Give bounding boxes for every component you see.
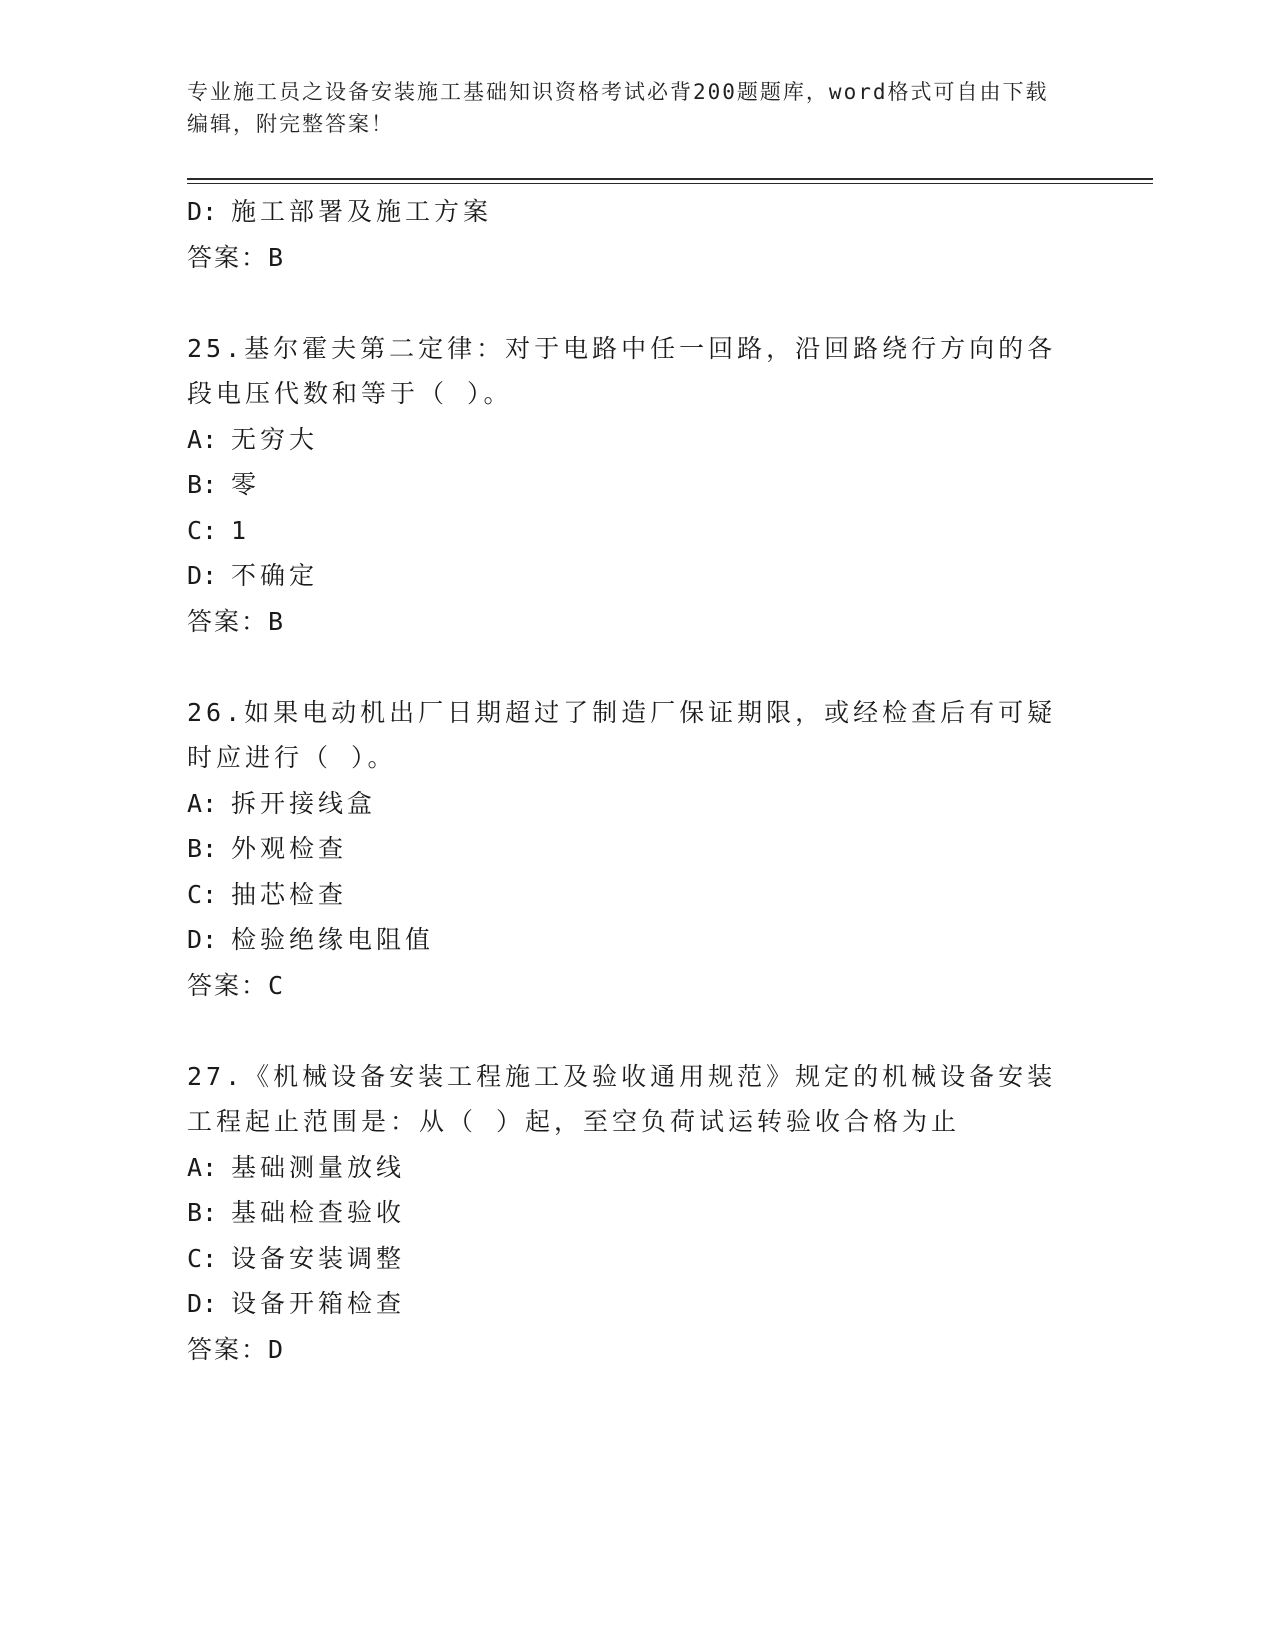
option-text: 基础检查验收 xyxy=(231,1198,406,1227)
option-text: 设备开箱检查 xyxy=(231,1289,406,1318)
option-c xyxy=(187,1236,1087,1282)
answer: 答案：B xyxy=(187,242,286,272)
option-label: C: xyxy=(187,879,218,909)
answer: 答案：D xyxy=(187,1334,286,1364)
header-divider xyxy=(187,178,1153,180)
previous-question-tail xyxy=(187,189,1087,280)
question-stem: 27.《机械设备安装工程施工及验收通用规范》规定的机械设备安装工程起止范围是：从（ ）起，至空负荷试运转验收合格为止 xyxy=(187,1061,1057,1136)
option-text: 零 xyxy=(231,470,261,499)
option-c xyxy=(187,872,1087,918)
option-label: D: xyxy=(187,197,218,226)
spacer xyxy=(187,1008,1087,1054)
option-label: A: xyxy=(187,1152,218,1182)
page-header: 专业施工员之设备安装施工基础知识资格考试必背200题题库，word格式可自由下载编辑，附完整答案！ xyxy=(187,80,1049,136)
option-text: 基础测量放线 xyxy=(231,1152,406,1182)
option-label: C: xyxy=(187,1243,218,1273)
option-label: A: xyxy=(187,424,218,454)
option-label: D: xyxy=(187,561,218,590)
question-25 xyxy=(187,326,1087,645)
option-text: 设备安装调整 xyxy=(231,1243,406,1273)
answer: 答案：C xyxy=(187,970,286,1000)
option-label: C: xyxy=(187,515,218,545)
option-c xyxy=(187,508,1087,554)
header-divider-thin xyxy=(187,183,1153,184)
question-stem: 25.基尔霍夫第二定律：对于电路中任一回路，沿回路绕行方向的各段电压代数和等于（ ）。 xyxy=(187,333,1057,408)
spacer xyxy=(187,644,1087,690)
option-text: 无穷大 xyxy=(231,424,319,454)
question-27 xyxy=(187,1054,1087,1373)
option-b xyxy=(187,462,1087,508)
question-list xyxy=(187,189,1087,1372)
option-a xyxy=(187,417,1087,463)
option-label: B: xyxy=(187,834,218,863)
option-text: 外观检查 xyxy=(231,834,348,863)
option-text: 抽芯检查 xyxy=(231,879,348,909)
option-label: A: xyxy=(187,788,218,818)
option-text: 拆开接线盒 xyxy=(231,788,377,818)
option-label: D: xyxy=(187,925,218,954)
option-d xyxy=(187,917,1087,963)
question-26 xyxy=(187,690,1087,1009)
option-b xyxy=(187,826,1087,872)
option-label: B: xyxy=(187,1198,218,1227)
answer: 答案：B xyxy=(187,606,286,636)
spacer xyxy=(187,280,1087,326)
option-text: 不确定 xyxy=(231,561,319,590)
option-a xyxy=(187,781,1087,827)
option-text: 检验绝缘电阻值 xyxy=(231,925,435,954)
option-a xyxy=(187,1145,1087,1191)
option-d xyxy=(187,553,1087,599)
option-b xyxy=(187,1190,1087,1236)
question-stem: 26.如果电动机出厂日期超过了制造厂保证期限，或经检查后有可疑时应进行（ ）。 xyxy=(187,697,1057,772)
option-d xyxy=(187,189,1087,235)
option-text: 施工部署及施工方案 xyxy=(231,197,493,226)
option-label: B: xyxy=(187,470,218,499)
option-label: D: xyxy=(187,1289,218,1318)
option-text: 1 xyxy=(231,515,251,545)
option-d xyxy=(187,1281,1087,1327)
